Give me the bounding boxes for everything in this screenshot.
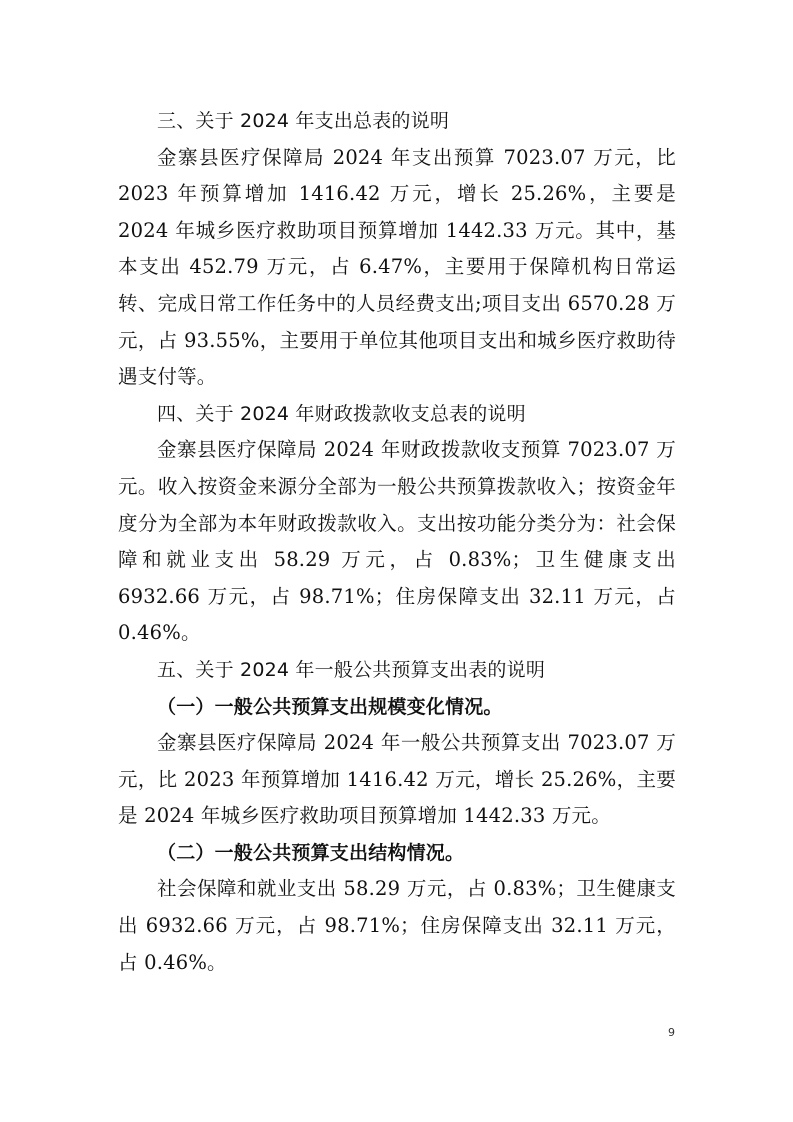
subheading-5-2: （二）一般公共预算支出结构情况。 [157,841,465,864]
document-body [118,103,676,981]
subheading-5-1: （一）一般公共预算支出规模变化情况。 [157,695,503,718]
section-paragraph-5-1: 金寨县医疗保障局 2024 年一般公共预算支出 7023.07 万元，比 2023 年预算增加 1416.42 万元，增长 25.26%，主要是 2024 年城乡医疗救助项目预算增加 1442.33 万元。 [118,731,676,828]
section-paragraph-4: 金寨县医疗保障局 2024 年财政拨款收支预算 7023.07 万元。收入按资金来源分全部为一般公共预算拨款收入；按资金年度分为全部为本年财政拨款收入。支出按功能分类分为：社会保障和就业支出 58.29 万元，占 0.83%；卫生健康支出 6932.66 万元，占 98.71%；住房保障支出 32.11 万元，占 0.46%。 [118,438,676,645]
section-heading-5: 五、关于 2024 年一般公共预算支出表的说明 [157,658,546,681]
section-paragraph-5-2: 社会保障和就业支出 58.29 万元，占 0.83%；卫生健康支出 6932.66 万元，占 98.71%；住房保障支出 32.11 万元，占 0.46%。 [118,877,676,974]
section-heading-3: 三、关于 2024 年支出总表的说明 [157,110,450,132]
section-heading-4: 四、关于 2024 年财政拨款收支总表的说明 [157,402,526,425]
page-number: 9 [668,1026,675,1039]
section-paragraph-3: 金寨县医疗保障局 2024 年支出预算 7023.07 万元，比 2023 年预算增加 1416.42 万元，增长 25.26%，主要是 2024 年城乡医疗救助项目预算增加 1442.33 万元。其中，基本支出 452.79 万元，占 6.47%，主要用于保障机构日常运转、完成日常工作任务中的人员经费支出;项目支出 6570.28 万元，占 93.55%，主要用于单位其他项目支出和城乡医疗救助待遇支付等。 [118,145,676,389]
